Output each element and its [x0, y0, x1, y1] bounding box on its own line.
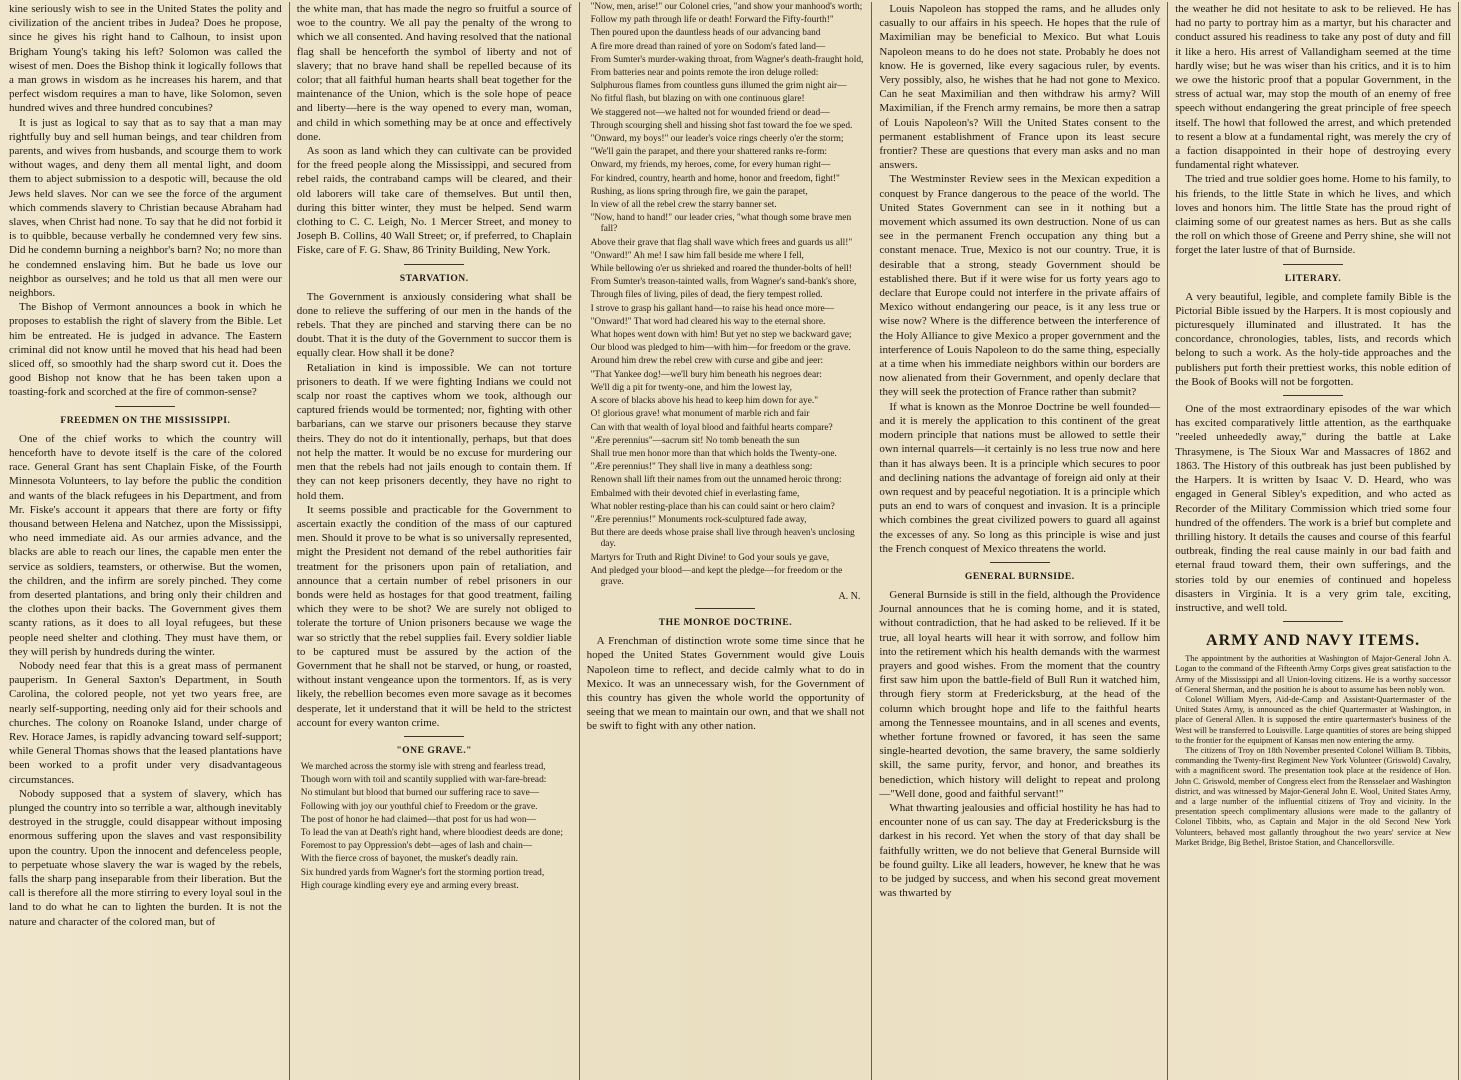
verse-line: "Onward, my boys!" our leader's voice rings cheerly o'er the storm;: [590, 134, 844, 145]
paragraph: A Frenchman of distinction wrote some time since that he hoped the United States Government would give Louis Napoleon time to reflect, and decide calmly what to do in Mexico. It was an unnecessary wish, for the Government of this country has given the whole world the opportunity of seeing that we mean to maintain our own, and that we shall not be swift to fight with any other nation.: [586, 635, 865, 733]
verse-line: Martyrs for Truth and Right Divine! to God your souls ye gave,: [590, 552, 830, 563]
divider: [1283, 264, 1343, 265]
paragraph: One of the most extraordinary episodes of the war which has excited comparatively little attention, as the earthquake "reeled unheededly away," during the battle at Lake Thrasymene, is The Sioux War and Massacres of 1862 and 1863. The History of this outbreak has just been published by the Harpers. It is written by Isaac V. D. Heard, who was engaged in General Sibley's expedition, and who acted as Recorder of the Military Commission which tried some four hundred of the offenders. The work is a brief but complete and thrilling history. It details the causes and course of this fearful outbreak, finding the real cause mainly in our bad faith and eternal fraud toward them, their own sufferings, and the stories told by our enemies of continued and hopeless disasters in Virginia. It is a very grim tale, exciting, instructive, and well told.: [1175, 403, 1451, 614]
verse-line: "Onward!" Ah me! I saw him fall beside me where I fell,: [590, 250, 804, 261]
verse-line: Can with that wealth of loyal blood and faithful hearts compare?: [590, 422, 833, 433]
verse-line: Rushing, as lions spring through fire, we gain the parapet,: [590, 186, 808, 197]
verse-line: While bellowing o'er us shrieked and roared the thunder-bolts of hell!: [590, 264, 852, 275]
verse-line: What hopes went down with him! But yet no step we backward gave;: [590, 330, 852, 341]
paragraph: The tried and true soldier goes home. Home to his family, to his friends, to the little State in which he lives, and which loves and honors him. The little State has the proud right of claiming some of our greatest names as hers. But as she calls the roll on which those of Greene and Perry shine, she will not forget the later lustre of that of Burnside.: [1175, 173, 1451, 257]
verse-line: "We'll gain the parapet, and there your shattered ranks re-form:: [590, 147, 828, 158]
verse-line: High courage kindling every eye and arming every breast.: [300, 880, 519, 891]
verse-line: Around him drew the rebel crew with curse and gibe and jeer:: [590, 356, 824, 367]
verse-line: The post of honor he had claimed—that post for us had won—: [300, 814, 536, 825]
article-heading: FREEDMEN ON THE MISSISSIPPI.: [60, 414, 231, 426]
verse-line: From batteries near and points remote the iron deluge rolled:: [590, 68, 819, 79]
paragraph: The Westminster Review sees in the Mexican expedition a conquest by France dangerous to the peace of the world. The United States Government can see in it nothing but a movement which assumed its own destruction. None of us can see in the permanent French occupation any thing but a constant menace. True, Mexico is not our country. True, it is desirable that a strong, steady Government should be established there. But if it were wise for us forty years ago to declare that Europe could not interfere in the private affairs of Mexico without endangering our peace, is it any less true or wise now? Where is the difference between the interference of the Holy Alliance to give Mexico a proper government and the interference of Louis Napoleon to do the same thing, especially at a time when his immediate neighbors within our borders are now alienated from their Government, and openly declare that they will seek the protection of France rather than submit?: [879, 173, 1161, 399]
verse-line: Foremost to pay Oppression's debt—ages of lash and chain—: [300, 841, 533, 852]
paragraph: Retaliation in kind is impossible. We can not torture prisoners to death. If we were fighting Indians we could not scalp nor roast the captives whom we took, although our captured friends would be tormented; nor, fighting with other barbarians, can we starve our prisoners because they starve theirs. They do not do it intentionally, perhaps, but that does not help the matter. It would be no excuse for murdering our men that the rebels had not jails enough to contain them. If they can not keep prisoners decently, they have no right to hold them.: [296, 361, 572, 502]
column-6-edge: [1458, 2, 1459, 1080]
verse-line: We marched across the stormy isle with streng and fearless tread,: [300, 761, 546, 772]
verse-line: No fitful flash, but blazing on with one continuous glare!: [590, 94, 805, 105]
verse-line: Follow my path through life or death! Forward the Fifty-fourth!": [590, 15, 834, 26]
verse-line: Following with joy our youthful chief to Freedom or the grave.: [300, 801, 538, 812]
verse-line: Through files of living, piles of dead, the fiery tempest rolled.: [590, 290, 823, 301]
section-heading: ARMY AND NAVY ITEMS.: [1206, 632, 1421, 650]
verse-line: We staggered not—we halted not for wounded friend or dead—: [590, 107, 830, 118]
verse-line: Embalmed with their devoted chief in everlasting fame,: [590, 488, 800, 499]
paragraph: kine seriously wish to see in the United States the polity and civilization of the ancient tribes in Judea? Does he propose, since he gives his right hand to Calhoun, to insist upon Brigham Young's taking his left? Solomon was called the wisest of men. Does the Bishop think it logically follows that a man grows in wisdom as he increases his harem, and that perfect wisdom requires a man to have, like Solomon, seven hundred wives and three hundred concubines?: [9, 3, 282, 115]
verse-line: Renown shall lift their names from out the unnamed heroic throng:: [590, 475, 842, 486]
verse-line: Our blood was pledged to him—with him—for freedom or the grave.: [590, 343, 851, 354]
paragraph: General Burnside is still in the field, although the Providence Journal announces that he is coming home, and it is stated, without contradiction, that he had asked to be relieved. If it be true, all loyal hearts will hear it with sorrow, and follow him into the retirement which his health demands with the warmest prayers and good wishes. From the moment that the country first saw him upon the battle-field of Bull Run it watched him, through fiery storm at Fredericksburg, at the head of the column which brought hope and life to the faithful hearts among the Tennessee mountains, and in all scenes and events, whether fortune frowned or favored, it has seen the same single-hearted devotion, the same bravery, the same soldierly skill, the same purity, fervor, and honor, and breathes its benediction, which history will delight to repeat and prolong—"Well done, good and faithful servant!": [879, 588, 1161, 800]
paragraph: What thwarting jealousies and official hostility he has had to encounter none of us can say. The day at Fredericksburg is the darkest in his record. Yet when the story of that day shall be faithfully written, we do not believe that General Burnside will be found guilty. Like all leaders, however, he knew that he was to be judged by success, and when his second great movement was thwarted by: [879, 801, 1161, 900]
divider: [695, 608, 755, 609]
poem-title: "ONE GRAVE.": [396, 744, 473, 756]
paragraph: Louis Napoleon has stopped the rams, and he alludes only casually to our affairs in his speech. He hopes that the rule of Maximilian may be beneficial to Mexico. But what Louis Napoleon means to do he does not state. Probably he does not know. He is governed, like every sagacious ruler, by events. Very possibly, also, he wishes that he had not gone to Mexico. Can he seat Maximilian and then withdraw his army? Will Maximilian, if the French army remains, be more then a satrap of Louis Napoleon's? Will the United States consent to the permanent establishment of France upon its least secure frontier? These are questions that every man asks and no man answers.: [879, 3, 1161, 172]
paragraph: It is just as logical to say that as to say that a man may rightfully buy and sell human beings, and tear children from parents, and wives from husbands, and scourge them to work without wages, and deny them all mental light, and doom them to abject submission to a despotic will, because the old Jews held slaves. Nor can we see the force of the argument which commends slavery to Christian because Abraham had slaves, when Christ had none. To say that he did not forbid it is to quibble, because verbally he condemned very few sins. Did he condemn burning a neighbor's barn? No; no more than he condemned enslaving him. But he bade us love our neighbor as ourselves; and he told us that all men were our neighbors.: [9, 116, 282, 300]
verse-line: And pledged your blood—and kept the pledge—for freedom or the grave.: [590, 565, 843, 587]
divider: [1283, 621, 1343, 622]
verse-line: Six hundred yards from Wagner's fort the storming portion tread,: [300, 867, 545, 878]
verse-line: "That Yankee dog!—we'll bury him beneath his negroes dear:: [590, 369, 822, 380]
column-5: [1167, 2, 1458, 1080]
paragraph: The Government is anxiously considering what shall be done to relieve the suffering of our men in the hands of the rebels. That they are pinched and starving there can be no doubt. That it is the duty of the Government to succor them is equally clear. How shall it be done?: [296, 290, 572, 360]
article-heading: LITERARY.: [1284, 272, 1342, 284]
verse-line: Above their grave that flag shall wave which frees and guards us all!": [590, 237, 853, 248]
divider: [115, 406, 175, 407]
verse-line: I strove to grasp his gallant hand—to raise his head once more—: [590, 303, 835, 314]
verse-line: From Sumter's murder-waking throat, from Wagner's death-fraught hold,: [590, 54, 864, 65]
paragraph: One of the chief works to which the country will henceforth have to devote itself is the care of the colored race. General Grant has sent Chaplain Fiske, of the Fourth Minnesota Volunteers, to lay before the public the condition and wants of the black refugees in his Department, and from Mr. Fiske's account it appears that there are forty or fifty thousand between Helena and Natchez, upon the Mississippi, who need immediate aid. As our armies advance, and the blacks are able to reach our lines, the capable men enter the service as soldiers, teamsters, or otherwise. But the women, the children, and the infirm are sorely pinched. They come from deserted plantations, and bring only their children and the clothes upon their backs. The Government gives them scanty rations, as it does to all loyal refugees, but these people need shelter and clothing. They must have them, or they will perish by hundreds during the winter.: [9, 432, 282, 658]
news-item: Colonel William Myers, Aid-de-Camp and Assistant-Quartermaster of the United States Army, is announced as the chief Quartermaster at Washington, in place of General Allen. It is supposed the entire quartermaster's business of the West will be transferred to Louisville. Large quantities of stores are being shipped to the frontier for the equipment of Kansas men now entering the army.: [1175, 694, 1451, 745]
verse-line: "Ære perennius!" Monuments rock-sculptured fade away,: [590, 514, 807, 525]
column-1: [2, 2, 289, 1080]
paragraph: the white man, that has made the negro so fruitful a source of woe to the country. We all pay the penalty of the wrong to which we all consented. And having resolved that the national flag shall be henceforth the symbol of liberty and not of slavery; that no brave hand shall be repelled because of its color; that all faithful human hearts shall beat together for the maintenance of the Union, which is the sole hope of peace and liberty—here is the way opened to every man, woman, and child in which something may be at once and effectively done.: [296, 3, 572, 143]
verse-line: With the fierce cross of bayonet, the musket's deadly rain.: [300, 854, 518, 865]
paragraph: As soon as land which they can cultivate can be provided for the freed people along the Mississippi, and secured from rebel raids, the contraband camps will be cleared, and their old laborers will take care of themselves. But until then, during this bitter winter, they must be helped. Send warm clothing to C. C. Leigh, No. 1 Mercer Street, and money to Joseph B. Collins, 40 Wall Street; or, if preferred, to Chaplain Fiske, care of F. G. Shaw, 86 Trinity Building, New York.: [296, 145, 572, 257]
verse-line: Shall true men honor more than that which holds the Twenty-one.: [590, 448, 837, 459]
news-item: The citizens of Troy on 18th November presented Colonel William B. Tibbits, commanding the Twenty-first Regiment New York Volunteer (Griswold) Cavalry, with a magnificent sword. The presentation took place at the residence of Hon. John C. Griswold, member of Congress elect from the Rensselaer and Washington district, and was witnessed by Major-General John E. Wool, United States Army, and a large number of the influential citizens of Troy and vicinity. In the presentation speech complimentary allusions were made to the gallantry of Colonel Tibbits, who, as Captain and Major in the old Second New York Volunteers, behaved most gallantly throughout the two years' service at New Market Bridge, Big Bethel, Bristoe Station, and Chancellorsville.: [1175, 745, 1451, 847]
article-heading: STARVATION.: [399, 272, 469, 284]
verse-line: "Now, hand to hand!" our leader cries, "what though some brave men fall?: [590, 213, 852, 235]
divider: [404, 736, 464, 737]
column-4: [871, 2, 1167, 1080]
verse-line: "Onward!" That word had cleared his way to the eternal shore.: [590, 316, 826, 327]
paragraph: The Bishop of Vermont announces a book in which he proposes to establish the right of slavery from the Bible. Let him be entreated. He is judged in advance. The Eastern criminal did not know until he moved that his head had been sliced off, so smoothly had the sharp sword cut it. Does the good Bishop not know that he has been taken upon a toasting-fork and scorched at the fire of common-sense?: [9, 301, 282, 399]
divider: [404, 264, 464, 265]
author-signature: A. N.: [838, 591, 861, 603]
paragraph: Nobody supposed that a system of slavery, which has plunged the country into so terrible a war, although inevitably destroyed in the struggle, could disappear without imposing enormous suffering upon the slaves and vast responsibility upon the country. Upon the innocent and defenceless people, to perpetuate whose slavery the war is waged by the rebels, falls the sharp pang inseparable from their liberation. But the call is therefore all the more stirring to every loyal soul in the land to do what he can to lighten the burden. It is not the nature and character of the colored man, but of: [9, 787, 282, 928]
verse-line: For kindred, country, hearth and home, honor and freedom, fight!": [590, 173, 840, 184]
verse-line: Through scourging shell and hissing shot fast toward the foe we sped.: [590, 120, 853, 131]
divider: [990, 562, 1050, 563]
news-item: The appointment by the authorities at Washington of Major-General John A. Logan to the command of the Fifteenth Army Corps gives great satisfaction to the Army of the Mississippi and all Union-loving citizens. He is a worthy successor of General Sherman, and the position he is about to assume has been nobly won.: [1175, 654, 1451, 694]
paragraph: the weather he did not hesitate to ask to be relieved. He has had no party to portray him as a martyr, but his character and conduct assured his readiness to take any post of duty and fill it like a hero. His arrest of Vallandigham seemed at the time hardly wise; but he was wiser than his critics, and it is to him we owe the historic proof that a popular Government, in the stress of actual war, may stop the mouth of an enemy of free speech without endangering the great principle of free speech itself. The howl that followed the arrest, and which pretended to resent a blow at a fundamental right, was merely the cry of a faction disappointed in their hope of destroying every fundamental right whatever.: [1175, 3, 1451, 172]
column-3: [579, 2, 872, 1080]
verse-line: "Ære perennius"—sacrum sit! No tomb beneath the sun: [590, 435, 800, 446]
verse-line: "Ære perennius!" They shall live in many a deathless song:: [590, 462, 813, 473]
paragraph: A very beautiful, legible, and complete family Bible is the Pictorial Bible issued by the Harpers. It is most copiously and picturesquely illuminated and illustrated. It has the concordance, chronologies, tables, lists, and records which belong to such a work. As the holy-tide approaches and the publishers put forth their prettiest works, this noble edition of the Book of Books will not be forgotten.: [1175, 290, 1451, 388]
verse-line: Onward, my friends, my heroes, come, for every human right—: [590, 160, 831, 171]
verse-line: No stimulant but blood that burned our suffering race to save—: [300, 788, 540, 799]
verse-line: Then poured upon the dauntless heads of our advancing band: [590, 28, 821, 39]
verse-line: To lead the van at Death's right hand, where bloodiest deeds are done;: [300, 827, 563, 838]
verse-line: From Sumter's treason-tainted walls, from Wagner's sand-bank's shore,: [590, 277, 857, 288]
paragraph: Nobody need fear that this is a great mass of permanent pauperism. In General Saxton's Department, in South Carolina, the colored people, not yet two years free, are nearly self-supporting, needing only aid for their schools and churches. The colony on Roanoke Island, under charge of Rev. Horace James, is rapidly advancing toward self-support; while General Thomas shows that the leased plantations have been worked to a profit under very disadvantageous circumstances.: [9, 659, 282, 786]
verse-line: "Now, men, arise!" our Colonel cries, "and show your manhood's worth;: [590, 2, 863, 12]
verse-line: What nobler resting-place than his can could saint or hero claim?: [590, 501, 835, 512]
verse-line: But there are deeds whose praise shall live through heaven's unclosing day.: [590, 528, 855, 550]
verse-line: In view of all the rebel crew the starry banner set.: [590, 200, 777, 211]
verse-line: A score of blacks above his head to keep him down for aye.": [590, 396, 819, 407]
article-heading: GENERAL BURNSIDE.: [964, 570, 1075, 582]
paragraph: It seems possible and practicable for the Government to ascertain exactly the condition of the mass of our captured men. Should it prove to be what is so universally represented, might the President not demand of the rebel authorities fair treatment for the prisoners upon pain of retaliation, and announce that a certain number of rebel prisoners in our bonds were held as hostages for that good treatment, failing which they were to be shot? We are surely not obliged to tolerate the torture of Union prisoners because we wage the war so strictly that the rebel supplies fail. Every soldier liable to be captured must be assured by the action of the Government that he shall not be starved, or hung, or roasted, without instant vengeance upon the tormentors. If, as is very likely, the rebellion becomes even more savage as it becomes desperate, let it understand that it will be held to the strictest account for every wanton crime.: [296, 503, 572, 729]
verse-line: Though worn with toil and scantily supplied with war-fare-bread:: [300, 775, 547, 786]
column-2: [289, 2, 579, 1080]
paragraph: If what is known as the Monroe Doctrine be well founded—and it is merely the application to this continent of the great modern principle that nations must be allowed to settle their own internal quarrels—it certainly is no less true now and here than it has always been. It is a principle which secures to poor and declining nations the advantage of foreign aid only at their own request and by peaceful negotiation. It is a principle which puts an end to wars of conquest and invasion. It is a principle which combines the great civilized powers to guard all against the excesses of any. So long as this principle is wise and just the French conquest of Mexico threatens the world.: [879, 400, 1161, 555]
verse-line: A fire more dread than rained of yore on Sodom's fated land—: [590, 41, 826, 52]
verse-line: O! glorious grave! what monument of marble rich and fair: [590, 409, 810, 420]
verse-line: Sulphurous flames from countless guns illumed the grim night air—: [590, 81, 847, 92]
article-heading: THE MONROE DOCTRINE.: [658, 617, 793, 629]
verse-line: We'll dig a pit for twenty-one, and him the lowest lay,: [590, 382, 792, 393]
